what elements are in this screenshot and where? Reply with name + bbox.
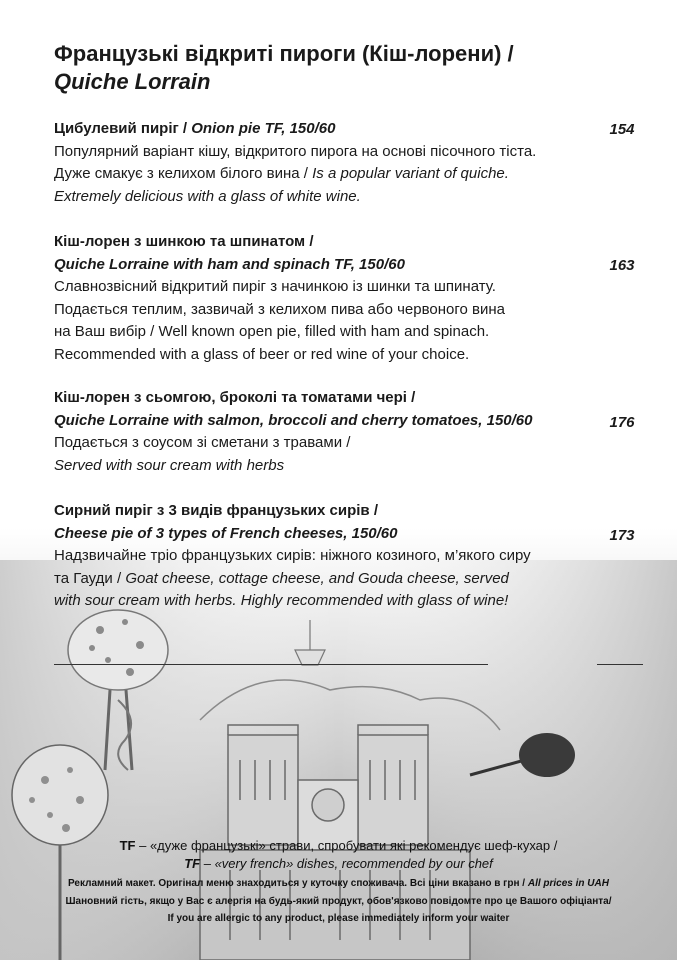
item-name-en-text: Quiche Lorraine with salmon, broccoli and cherry tomatoes, 150/60: [54, 411, 533, 429]
item-name-en: [54, 523, 584, 546]
footer-tf-note-en: [0, 856, 677, 871]
item-description-en: Goat cheese, cottage cheese, and Gouda cheese, served: [125, 569, 509, 587]
menu-item-quiche-salmon: [54, 387, 584, 477]
footer-tf-note-ua: [0, 838, 677, 853]
blank-price-line: [597, 664, 643, 665]
item-description: [54, 163, 584, 186]
item-price: 154: [609, 121, 635, 138]
item-description: Славнозвісний відкритий пиріг з начинкою із шинки та шпинату.: [54, 278, 496, 295]
blank-item-line: [54, 664, 488, 665]
item-name-en-text: Quiche Lorraine with ham and spinach TF, 150/60: [54, 255, 405, 273]
section-title: [54, 40, 654, 96]
item-description: Recommended with a glass of beer or red wine of your choice.: [54, 345, 470, 363]
item-description: with sour cream with herbs. Highly recommended with glass of wine!: [54, 592, 509, 609]
tf-label: TF: [119, 838, 136, 853]
item-name-en: [54, 254, 584, 277]
item-name-en-text: Cheese pie of 3 types of French cheeses, 150/60: [54, 524, 398, 542]
item-price: 173: [609, 527, 635, 544]
item-description: на Ваш вибір / Well known open pie, filled with ham and spinach.: [54, 323, 490, 340]
item-description: Extremely delicious with a glass of white wine.: [54, 187, 361, 205]
item-name: [54, 118, 584, 141]
item-description: Served with sour cream with herbs: [54, 456, 285, 474]
item-description: Подається теплим, зазвичай з келихом пива або червоного вина: [54, 300, 505, 318]
item-name-ua: Цибулевий пиріг /: [54, 120, 192, 137]
footer-allergy-note-ua: Шановний гість, якщо у Вас є алергія на будь-який продукт, обов'язково повідомте про це Вашого офіціанта/: [65, 896, 612, 907]
tf-text-en: – «very french» dishes, recommended by our chef: [200, 856, 493, 871]
item-name-en: Onion pie TF, 150/60: [191, 120, 336, 137]
item-price: 163: [609, 257, 635, 274]
item-description: Подається з соусом зі сметани з травами /: [54, 434, 351, 451]
item-name-ua: Сирний пиріг з 3 видів французьких сирів /: [54, 502, 378, 519]
menu-item-cheese-pie: [54, 500, 584, 613]
prices-note-ua: Рекламний макет. Оригінал меню знаходиться у куточку споживача. Всі ціни вказано в грн /: [68, 878, 528, 889]
item-description-ua: Дуже смакує з келихом білого вина /: [54, 165, 313, 182]
menu-item-onion-pie: [54, 118, 584, 208]
footer-allergy-note-en: If you are allergic to any product, please immediately inform your waiter: [167, 913, 510, 924]
tf-label: TF: [184, 856, 201, 871]
tf-text-ua: – «дуже французькі» страви, спробувати які рекомендує шеф-кухар /: [135, 838, 558, 853]
section-title-en: Quiche Lorrain: [54, 69, 211, 94]
item-description-ua: та Гауди /: [54, 569, 126, 587]
item-name-en: [54, 410, 584, 433]
item-name-ua: Кіш-лорен з сьомгою, броколі та томатами чері /: [54, 389, 416, 406]
item-description: Популярний варіант кішу, відкритого пирога на основі пісочного тіста.: [54, 142, 537, 160]
footer-prices-note: [0, 878, 677, 889]
item-description: [54, 568, 584, 591]
item-description-en: Is a popular variant of quiche.: [312, 165, 509, 182]
menu-item-quiche-ham-spinach: [54, 231, 584, 366]
item-price: 176: [609, 414, 635, 431]
item-name-ua: Кіш-лорен з шинкою та шпинатом /: [54, 233, 314, 250]
section-title-ua: Французькі відкриті пироги (Кіш-лорени) /: [54, 41, 514, 66]
item-description: Надзвичайне тріо французьких сирів: ніжного козиного, м’якого сиру: [54, 547, 531, 564]
prices-note-en: All prices in UAH: [527, 878, 609, 889]
